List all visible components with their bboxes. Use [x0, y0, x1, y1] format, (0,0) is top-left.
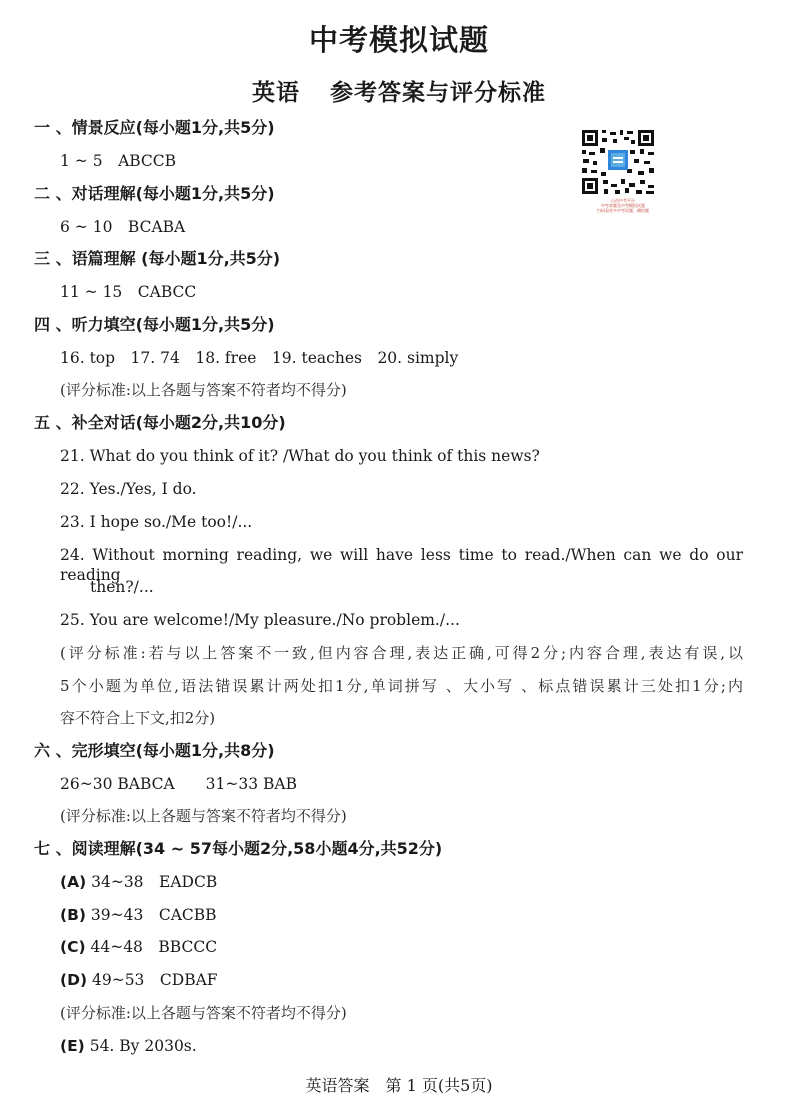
- qr-caption: 山西中考平台 中考真题及中考模拟试题 扫码看更多中考试题，模拟题: [597, 198, 649, 213]
- answer-group-c: [60, 937, 217, 957]
- answer-26-33: 26~30 BABCA 31~33 BAB: [60, 775, 298, 793]
- group-label-e: (E): [60, 1037, 85, 1055]
- section-heading-1: 一 、情景反应(每小题1分,共5分): [34, 118, 275, 137]
- answer-25: 25. You are welcome!/My pleasure./No problem./...: [60, 611, 460, 629]
- group-answer-b: 39~43 CACBB: [90, 906, 217, 924]
- subtitle-description: 参考答案与评分标准: [330, 80, 546, 106]
- group-answer-c: 44~48 BBCCC: [90, 938, 218, 956]
- answer-24-line2: then?/...: [90, 578, 154, 596]
- page-subtitle: [0, 74, 798, 107]
- group-label-b: (B): [60, 906, 86, 924]
- section-heading-6: 六 、完形填空(每小题1分,共8分): [34, 741, 275, 760]
- group-answer-a: 34~38 EADCB: [91, 873, 218, 891]
- section-heading-7: 七 、阅读理解(34 ~ 57每小题2分,58小题4分,共52分): [34, 839, 443, 858]
- group-answer-d: 49~53 CDBAF: [91, 971, 218, 989]
- section-heading-2: 二 、对话理解(每小题1分,共5分): [34, 184, 275, 203]
- answer-group-d: [60, 970, 218, 990]
- section-heading-3: 三 、语篇理解 (每小题1分,共5分): [34, 249, 281, 268]
- scoring-note-7: (评分标准:以上各题与答案不符者均不得分): [60, 1004, 347, 1022]
- scoring-note-4: (评分标准:以上各题与答案不符者均不得分): [60, 381, 347, 399]
- answer-24-line1: 24. Without morning reading, we will have less time to read./When can we do our reading: [60, 546, 743, 584]
- answer-11-15: 11 ~ 15 CABCC: [60, 283, 197, 301]
- group-label-d: (D): [60, 971, 88, 989]
- answer-1-5: 1 ~ 5 ABCCB: [60, 152, 177, 170]
- answer-16-20: 16. top 17. 74 18. free 19. teaches 20. simply: [60, 349, 459, 367]
- answer-22: 22. Yes./Yes, I do.: [60, 480, 197, 498]
- answer-group-a: [60, 872, 217, 892]
- answer-23: 23. I hope so./Me too!/...: [60, 513, 253, 531]
- group-label-c: (C): [60, 938, 86, 956]
- page-title: 中考模拟试题: [308, 23, 489, 57]
- group-answer-e: 54. By 2030s.: [89, 1037, 197, 1055]
- scoring-note-5-line3: 容不符合上下文,扣2分): [60, 709, 216, 727]
- scoring-note-5-line2: 5个小题为单位,语法错误累计两处扣1分,单词拼写 、大小写 、标点错误累计三处扣1分;内: [60, 677, 743, 695]
- answer-21: 21. What do you think of it? /What do you think of this news?: [60, 447, 540, 465]
- section-heading-5: 五 、补全对话(每小题2分,共10分): [34, 413, 286, 432]
- group-label-a: (A): [60, 873, 87, 891]
- section-heading-4: 四 、听力填空(每小题1分,共5分): [34, 315, 275, 334]
- answer-6-10: 6 ~ 10 BCABA: [60, 218, 186, 236]
- subtitle-subject: 英语: [252, 80, 300, 106]
- scoring-note-6: (评分标准:以上各题与答案不符者均不得分): [60, 807, 347, 825]
- qr-code-icon[interactable]: [580, 128, 656, 196]
- page-footer: 英语答案 第 1 页(共5页): [305, 1076, 493, 1095]
- answer-group-e: [60, 1036, 197, 1056]
- scoring-note-5-line1: (评分标准:若与以上答案不一致,但内容合理,表达正确,可得2分;内容合理,表达有误,以: [60, 644, 743, 662]
- answer-group-b: [60, 905, 217, 925]
